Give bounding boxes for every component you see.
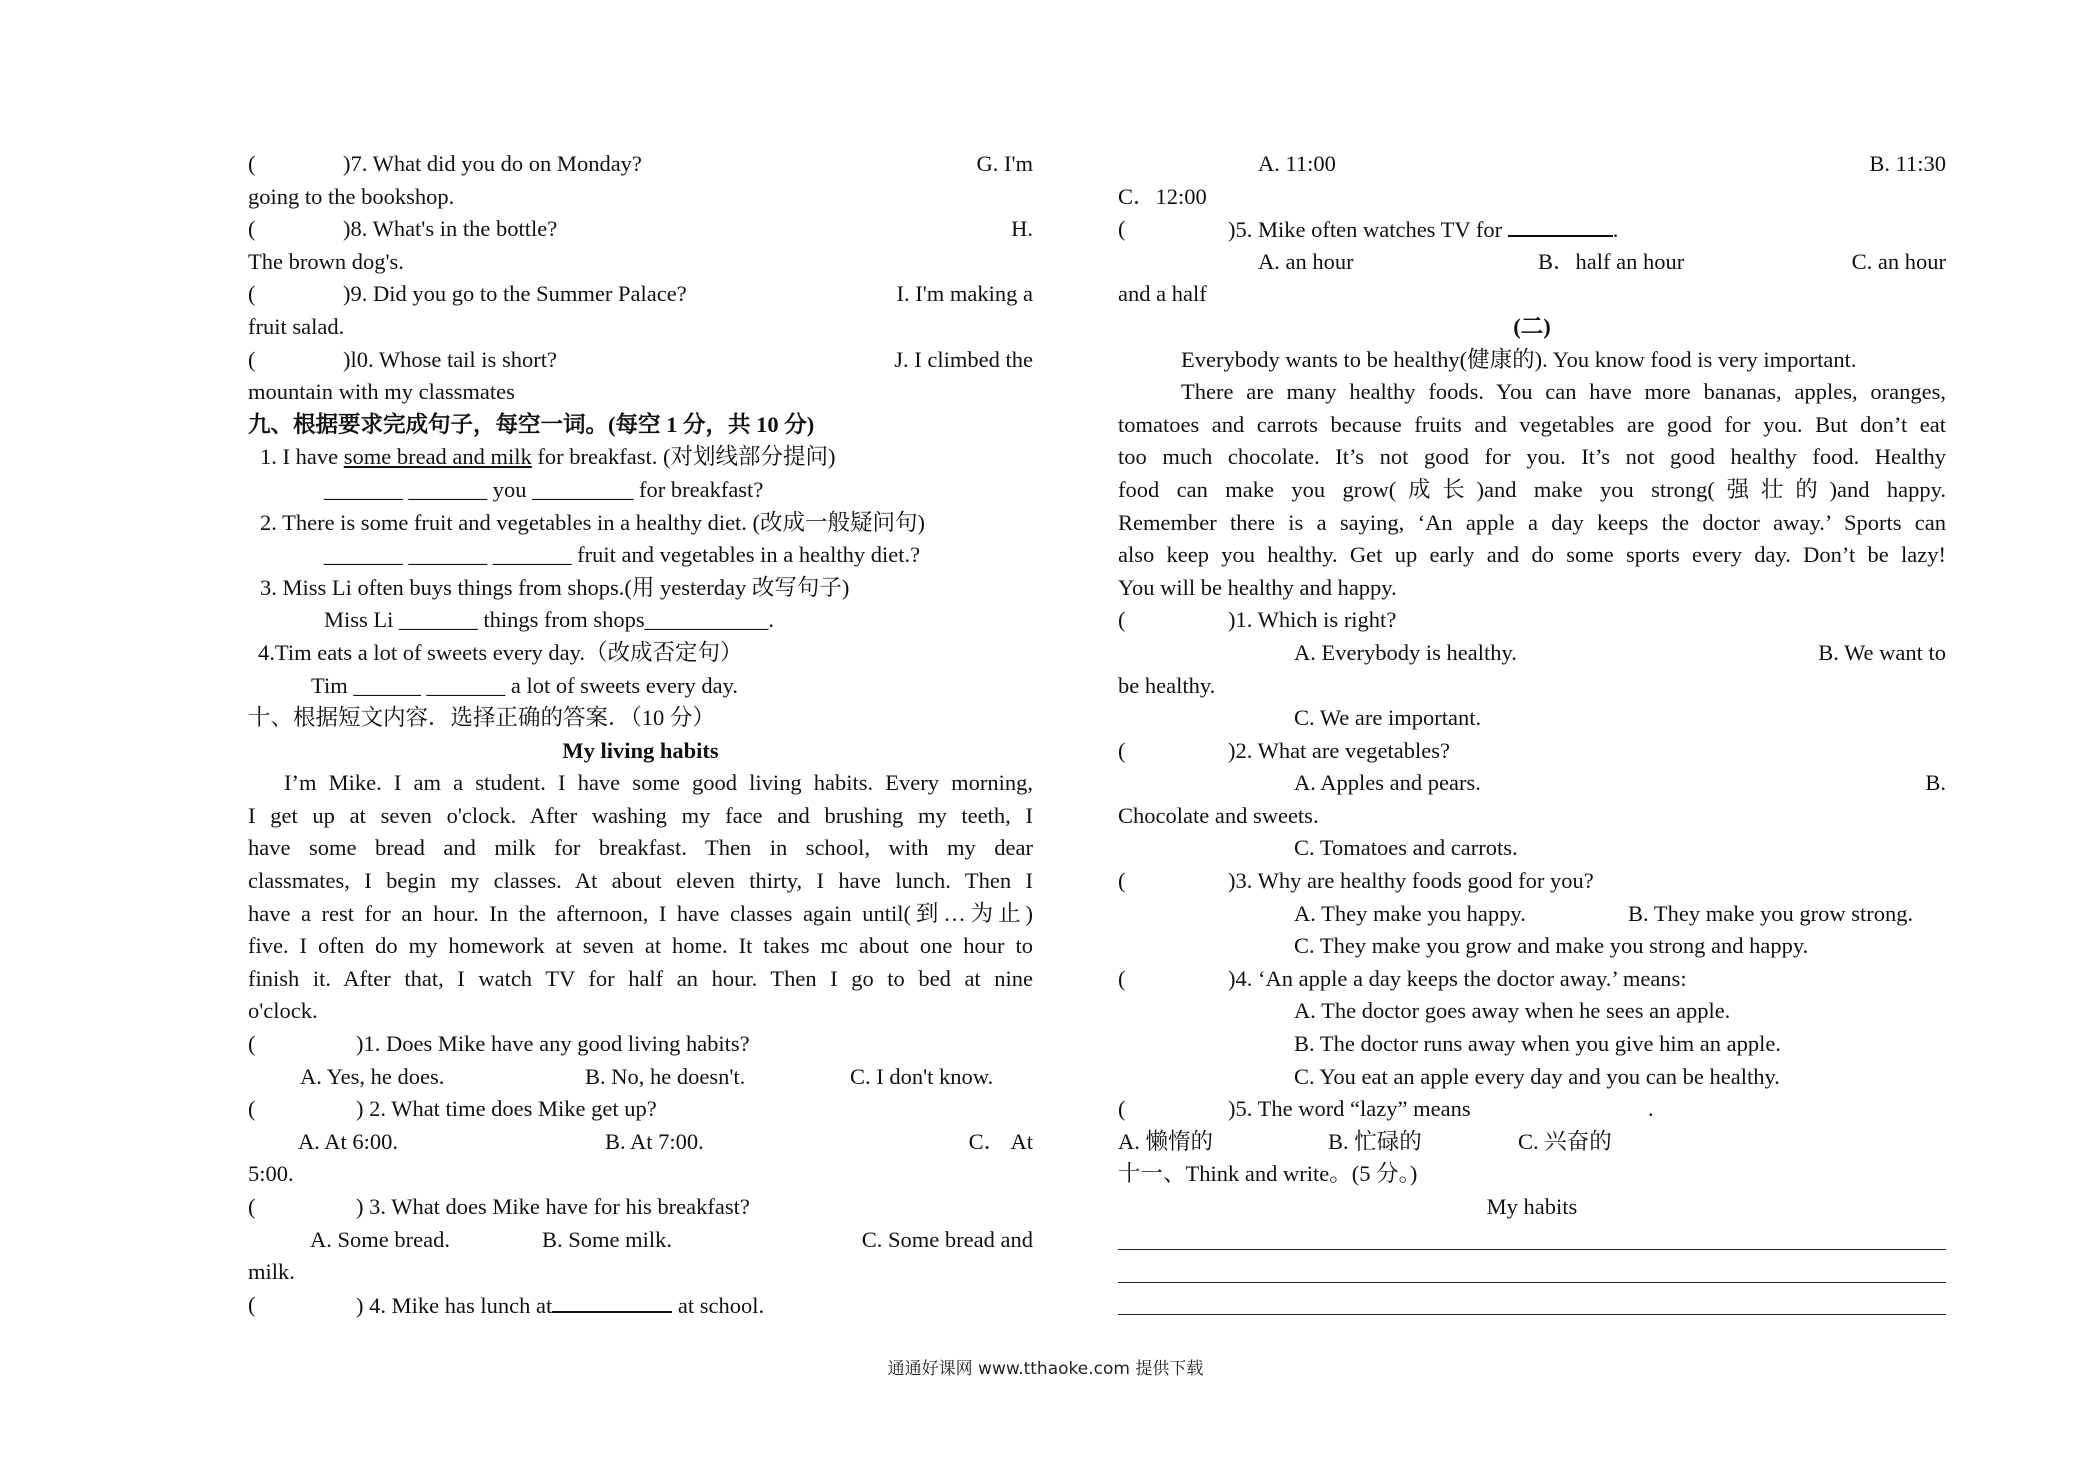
fill-blank[interactable] [1508,213,1613,237]
option-c[interactable]: C. 兴奋的 [1518,1128,1612,1154]
reading-options-3 [248,1224,1033,1257]
passage-line: have some bread and milk for breakfast. Then in school, with my dear [248,835,1033,861]
passage-line: too much chocolate. It’s not good for you. It’s not good healthy food. Healthy [1118,444,1946,470]
option-b[interactable]: B．half an hour [1538,248,1685,274]
passage-line: I get up at seven o'clock. After washing my face and brushing my teeth, I [248,802,1033,828]
answer-paren[interactable]: ( [1118,216,1126,242]
reading2-question-1 [1118,604,1946,637]
question-text [356,1289,764,1323]
option-a[interactable]: A. They make you happy. [1294,900,1526,926]
rewrite-question-4: 4.Tim eats a lot of sweets every day.（改成否定句） [258,639,743,665]
section-9-heading: 九、根据要求完成句子，每空一词。(每空 1 分，共 10 分) [248,411,815,437]
reading2-options-5 [1118,1126,1946,1159]
passage-line: five. I often do my homework at seven at home. It takes mc about one hour to [248,933,1033,959]
reading2-question-2 [1118,735,1946,768]
reading-options-5 [1118,246,1946,279]
answer-paren[interactable]: ( [1118,965,1126,991]
reading-question-3 [248,1191,1033,1224]
question-text: 1. I have [260,444,344,470]
passage-line: also keep you healthy. Get up early and do some sports every day. Don’t be lazy! [1118,542,1946,568]
passage-2 [1118,376,1946,604]
answer-paren[interactable]: ( [1118,607,1126,633]
option-a[interactable]: A. an hour [1258,248,1354,274]
option-c[interactable]: C. We are important. [1294,705,1482,731]
writing-title: My habits [1486,1194,1578,1219]
reading2-options-2 [1118,767,1946,800]
option-a[interactable]: A. Apples and pears. [1294,770,1481,796]
underlined-phrase: some bread and milk [343,444,532,470]
matching-question: )l0. Whose tail is short? [343,346,557,372]
matching-item-9 [248,278,1033,311]
answer-paren: ( [248,346,256,372]
reading-options-1 [248,1061,1033,1094]
passage-line: finish it. After that, I watch TV for half an hour. Then I go to bed at nine [248,965,1033,991]
reading2-options-3 [1118,898,1946,931]
passage-line: o'clock. [248,998,318,1024]
writing-line[interactable] [1118,1256,1946,1289]
matching-question: )7. What did you do on Monday? [343,151,642,176]
answer-paren[interactable]: ( [1118,737,1126,763]
matching-answer-cont: mountain with my classmates [248,379,515,405]
option-c-cont: milk. [248,1259,295,1285]
option-c[interactable]: C．12:00 [1118,183,1207,209]
reading2-question-3 [1118,865,1946,898]
question-end: . [1648,1096,1654,1122]
option-a[interactable]: A. Yes, he does. [300,1063,445,1089]
matching-answer: G. I'm [976,151,1033,176]
reading2-question-4 [1118,963,1946,996]
reading2-options-1 [1118,637,1946,670]
left-column [248,148,1033,1321]
option-a[interactable]: A. Some bread. [310,1226,450,1252]
option-b[interactable]: B. 11:30 [1869,151,1946,176]
question-text-post: at school. [672,1292,765,1318]
matching-answer-cont: fruit salad. [248,313,345,339]
passage-line: food can make you grow(成长)and make you strong(强壮的)and happy. [1118,476,1946,502]
rewrite-question-3: 3. Miss Li often buys things from shops.(用 yesterday 改写句子) [260,574,850,600]
passage-line: have a rest for an hour. In the afternoon, I have classes again until(到…为止) [248,900,1033,926]
answer-paren[interactable]: ( [248,1291,256,1317]
question-text [1228,213,1618,247]
question-text: for breakfast. (对划线部分提问) [531,444,836,470]
passage [248,767,1033,1028]
answer-paren: ( [248,281,256,307]
section-10-heading: 十、根据短文内容．选择正确的答案．（10 分） [248,705,715,731]
question-text: )3. Why are healthy foods good for you? [1228,868,1594,894]
passage-title: My living habits [562,737,719,763]
matching-answer-cont: The brown dog's. [248,248,404,274]
matching-answer: J. I climbed the [894,346,1033,372]
option-b[interactable]: B. Some milk. [542,1226,673,1252]
matching-item-7 [248,148,1033,181]
question-text-pre: )5. Mike often watches TV for [1228,217,1508,243]
answer-paren[interactable]: ( [248,1031,256,1057]
section-2-heading: (二) [1513,313,1551,339]
question-text: )2. What are vegetables? [1228,737,1450,763]
option-c-cont: and a half [1118,281,1207,307]
fill-blank[interactable] [552,1289,672,1313]
matching-answer: I. I'm making a [896,281,1033,307]
passage-line: You will be healthy and happy. [1118,574,1397,600]
option-a[interactable]: A. Everybody is healthy. [1294,639,1517,665]
passage-line: There are many healthy foods. You can have more bananas, apples, oranges, [1181,379,1946,405]
option-a[interactable]: A. 11:00 [1258,151,1336,176]
option-b-cont: be healthy. [1118,672,1216,698]
answer-paren: ( [248,151,256,176]
option-b[interactable]: B. They make you grow strong. [1628,900,1914,926]
matching-item-8 [248,213,1033,246]
reading-question-4 [248,1289,1033,1322]
question-text: )1. Which is right? [1228,607,1397,633]
question-text: )5. The word “lazy” means [1228,1096,1471,1122]
matching-question: )8. What's in the bottle? [343,216,558,242]
writing-line[interactable] [1118,1289,1946,1322]
page-footer: 通通好课网 www.tthaoke.com 提供下载 [887,1359,1204,1379]
passage-line: I’m Mike. I am a student. I have some good living habits. Every morning, [284,770,1033,796]
passage-line: classmates, I begin my classes. At about eleven thirty, I have lunch. Then I [248,868,1033,894]
rewrite-answer-1[interactable]: _______ _______ you _________ for breakfast? [324,476,764,502]
passage-line: tomatoes and carrots because fruits and vegetables are good for you. But don’t eat [1118,411,1946,437]
question-text-pre: ) 4. Mike has lunch at [356,1292,553,1318]
writing-line[interactable] [1118,1224,1946,1257]
option-c[interactable]: C. an hour [1851,248,1946,274]
option-b[interactable]: B. 忙碌的 [1328,1128,1422,1154]
option-c[interactable]: C. You eat an apple every day and you can be healthy. [1294,1063,1780,1089]
option-a[interactable]: A. 懒惰的 [1118,1128,1213,1154]
option-c[interactable]: C. Some bread and [861,1226,1033,1252]
reading-options-2 [248,1126,1033,1159]
option-c-cont: 5:00. [248,1161,294,1187]
right-column [1118,148,1946,1321]
passage-line: Everybody wants to be healthy(健康的). You know food is very important. [1181,346,1857,372]
matching-question: )9. Did you go to the Summer Palace? [343,281,687,307]
answer-paren: ( [248,216,256,242]
option-c[interactable]: C. Tomatoes and carrots. [1294,835,1518,861]
reading2-question-5 [1118,1093,1946,1126]
reading-options-4 [1118,148,1946,181]
option-b[interactable]: B. At 7:00. [605,1128,704,1154]
option-b-cont: Chocolate and sweets. [1118,802,1319,828]
answer-paren[interactable]: ( [1118,1096,1126,1122]
answer-paren[interactable]: ( [248,1096,256,1122]
question-text: ) 2. What time does Mike get up? [356,1096,657,1122]
option-c[interactable]: C. I don't know. [850,1063,994,1089]
reading-question-2 [248,1093,1033,1126]
option-c[interactable]: C. They make you grow and make you strong and happy. [1294,933,1809,959]
rewrite-answer-3[interactable]: Miss Li _______ things from shops___________. [324,607,775,633]
question-text: ) 3. What does Mike have for his breakfast? [356,1194,750,1219]
matching-answer: H. [1011,216,1033,242]
option-b[interactable]: B. The doctor runs away when you give him an apple. [1294,1031,1781,1057]
matching-item-10 [248,344,1033,377]
question-text: )4. ‘An apple a day keeps the doctor away.’ means: [1228,965,1687,991]
option-a[interactable]: A. At 6:00. [298,1128,399,1154]
option-b[interactable]: B. No, he doesn't. [585,1063,746,1089]
rewrite-question-2: 2. There is some fruit and vegetables in a healthy diet. (改成一般疑问句) [260,509,926,535]
rewrite-answer-4[interactable]: Tim ______ _______ a lot of sweets every day. [311,672,739,698]
rewrite-answer-2[interactable]: _______ _______ _______ fruit and vegetables in a healthy diet.? [324,542,921,568]
reading-question-1 [248,1028,1033,1061]
section-11-heading: 十一、Think and write。(5 分。) [1118,1161,1418,1187]
option-a[interactable]: A. The doctor goes away when he sees an apple. [1294,998,1731,1024]
question-text: )1. Does Mike have any good living habits? [356,1031,750,1057]
matching-answer-cont: going to the bookshop. [248,183,455,209]
option-c[interactable]: C． At [968,1128,1033,1154]
reading-question-5 [1118,213,1946,246]
rewrite-question-1 [248,441,1033,474]
answer-paren[interactable]: ( [248,1194,256,1219]
option-b[interactable]: B. We want to [1818,639,1946,665]
question-text-post: . [1612,217,1619,243]
answer-paren[interactable]: ( [1118,868,1126,894]
passage-line: Remember there is a saying, ‘An apple a day keeps the doctor away.’ Sports can [1118,509,1946,535]
option-b[interactable]: B. [1925,770,1946,796]
